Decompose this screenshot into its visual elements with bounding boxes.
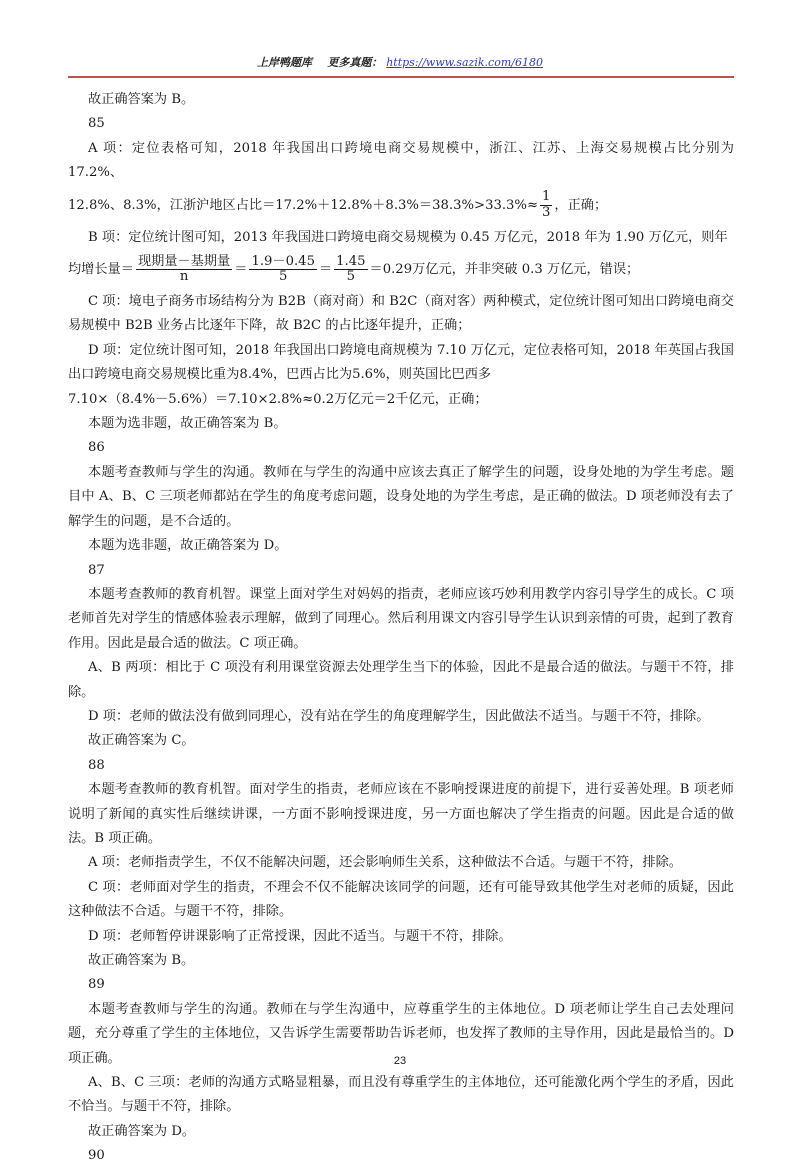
paragraph: D 项：老师的做法没有做到同理心，没有站在学生的角度理解学生，因此做法不适当。与题干不符，排除。 [88,708,710,724]
document-body [68,88,734,1169]
paragraph: 本题考查教师的教育机智。面对学生的指责，老师应该在不影响授课进度的前提下，进行妥善处理。B 项老师说明了新闻的真实性后继续讲课，一方面不影响授课进度，另一方面也解决了学生指责的问题。因此是合适的做法。B 项正确。 [68,782,734,846]
paragraph: D 项：定位统计图可知，2018 年我国出口跨境电商规模为 7.10 万亿元，定位表格可知，2018 年英国占我国出口跨境电商交易规模比重为8.4%，巴西占比为5.6%，则英国比巴西多 [68,342,734,383]
fraction-denominator: 5 [346,269,356,285]
page-header [0,54,800,70]
fraction-denominator: n [179,269,189,285]
paragraph: 本题考查教师的教育机智。课堂上面对学生对妈妈的指责，老师应该巧妙利用教学内容引导学生的成长。C 项老师首先对学生的情感体验表示理解，做到了同理心。然后利用课文内容引导学生认识到亲情的可贵，起到了教育作用。因此是最合适的做法。C 项正确。 [68,586,734,651]
text-segment: ＝0.29万亿元，并非突破 0.3 万亿元，错误； [369,262,640,278]
fraction-numerator: 1.45 [336,253,366,269]
fraction-denominator: 3 [542,204,551,220]
paragraph: A 项：老师指责学生，不仅不能解决问题，还会影响师生关系，这种做法不合适。与题干不符，排除。 [88,855,682,871]
fraction-denominator: 5 [279,269,288,285]
question-number: 90 [88,1148,105,1164]
equals-sign: ＝ [234,262,248,278]
question-number: 86 [88,440,105,456]
answer-line: 故正确答案为 B。 [88,953,195,968]
fraction-values [249,255,317,285]
paragraph: B 项：定位统计图可知，2013 年我国进口跨境电商交易规模为 0.45 万亿元，2018 年为 1.90 万亿元，则年 [88,229,728,245]
header-label: 更多真题： [327,56,383,69]
question-number: 87 [88,562,105,578]
question-number: 85 [88,116,105,132]
answer-line: 故正确答案为 D。 [88,1123,196,1139]
page-number: 23 [393,1055,407,1067]
header-url-link[interactable]: https://www.sazik.com/6180 [386,56,543,69]
fraction-result [334,255,367,285]
answer-line: 本题为选非题，故正确答案为 B。 [88,416,287,432]
text-segment: ，正确； [554,197,608,213]
fraction-growth-formula [136,255,232,285]
paragraph: 本题考查教师与学生的沟通。教师在与学生沟通中，应尊重学生的主体地位。D 项老师让学生自己去处理问题，充分尊重了学生的主体地位，又告诉学生需要帮助告诉老师，也发挥了教师的主导作用，因此是最恰当的。D 项正确。 [68,1001,734,1066]
question-number: 88 [88,757,105,773]
header-divider [68,76,734,78]
fraction-one-third [540,190,552,220]
paragraph: A、B 两项：相比于 C 项没有利用课堂资源去处理学生当下的体验，因此不是最合适的做法。与题干不符，排除。 [68,660,734,700]
answer-line: 故正确答案为 B。 [88,92,195,107]
header-site-name: 上岸鸭题库 [257,56,313,69]
fraction-numerator: 1.9－0.45 [251,253,315,269]
equals-sign: ＝ [318,262,333,278]
text-segment: 12.8%、8.3%，江浙沪地区占比＝17.2%＋12.8%＋8.3%＝38.3%>33.3%≈ [68,197,539,213]
answer-line: 本题为选非题，故正确答案为 D。 [88,538,288,554]
fraction-numerator: 1 [542,189,551,205]
paragraph: A、B、C 三项：老师的沟通方式略显粗暴，而且没有尊重学生的主体地位，还可能激化两个学生的矛盾，因此不恰当。与题干不符，排除。 [68,1075,734,1115]
answer-line: 故正确答案为 C。 [88,733,195,749]
paragraph: D 项：老师暂停讲课影响了正常授课，因此不适当。与题干不符，排除。 [88,928,512,944]
paragraph: C 项：境电子商务市场结构分为 B2B（商对商）和 B2C（商对客）两种模式，定位统计图可知出口跨境电商交易规模中 B2B 业务占比逐年下降，故 B2C 的占比逐年提升，正确； [68,294,734,334]
text-segment: 均增长量＝ [68,262,134,278]
paragraph-with-formula [68,250,734,290]
paragraph: C 项：老师面对学生的指责，不理会不仅不能解决该同学的问题，还有可能导致其他学生对老师的质疑，因此这种做法不合适。与题干不符，排除。 [68,879,734,920]
paragraph: A 项：定位表格可知，2018 年我国出口跨境电商交易规模中，浙江、江苏、上海交易规模占比分别为17.2%、 [68,140,734,181]
paragraph-with-fraction [68,186,734,226]
question-number: 89 [88,977,105,993]
formula-line: 7.10×（8.4%－5.6%）＝7.10×2.8%≈0.2万亿元＝2千亿元，正确； [68,391,488,407]
fraction-numerator: 现期量－基期量 [137,253,231,269]
paragraph: 本题考查教师与学生的沟通。教师在与学生的沟通中应该去真正了解学生的问题，设身处地的为学生考虑。题目中 A、B、C 三项老师都站在学生的角度考虑问题，设身处地的为学生考虑，是正确的做法。D 项老师没有去了解学生的问题，是不合适的。 [68,464,734,529]
